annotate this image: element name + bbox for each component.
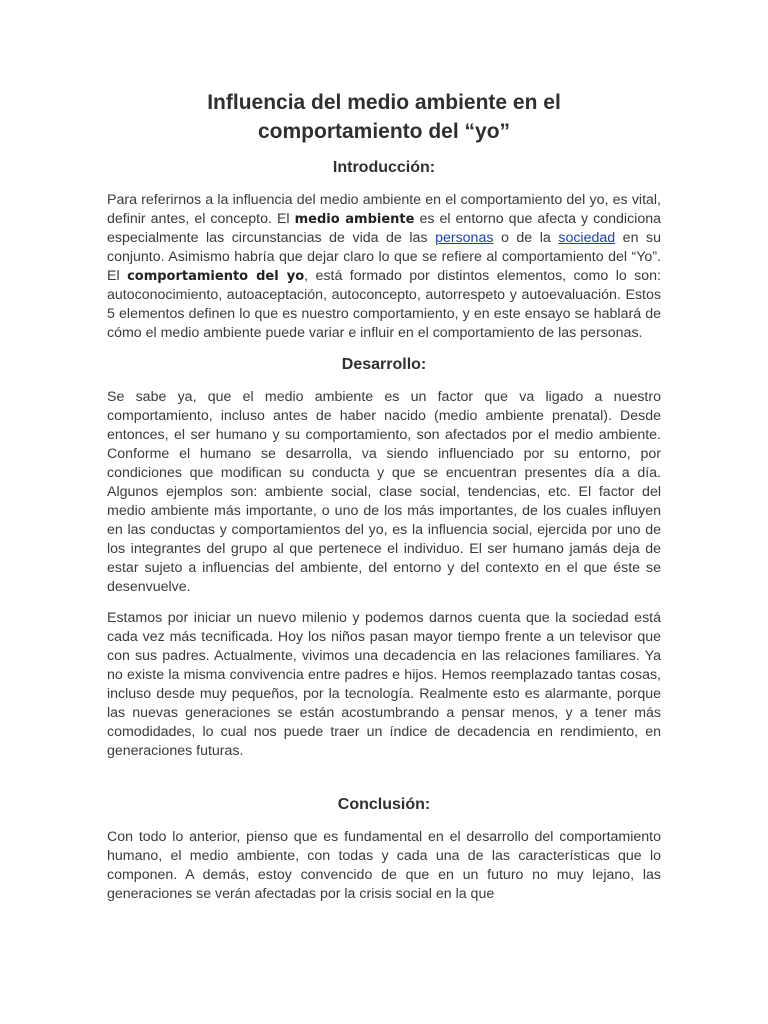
conclusion-heading: Conclusión: <box>337 796 431 813</box>
intro-text-c: o de la <box>493 230 559 246</box>
document-title <box>107 88 661 146</box>
document-page <box>107 88 661 916</box>
desarrollo-heading: Desarrollo: <box>341 356 427 373</box>
conclusion-paragraph: Con todo lo anterior, pienso que es fundamental en el desarrollo del comportamiento humano, el medio ambiente, con todas y cada una de las características que lo componen. A demás, estoy convencido de que en un futuro no muy lejano, las generaciones se verán afectadas por la crisis social en la que <box>107 829 661 902</box>
desarrollo-paragraph-1: Se sabe ya, que el medio ambiente es un factor que va ligado a nuestro comportamiento, incluso antes de haber nacido (medio ambiente prenatal). Desde entonces, el ser humano y su comportamiento, son afectados por el medio ambiente. Conforme el humano se desarrolla, va siendo influenciado por su entorno, por condiciones que modifican su conducta y que se encuentran presentes día a día. Algunos ejemplos son: ambiente social, clase social, tendencias, etc. El factor del medio ambiente más importante, o uno de los más importantes, de los cuales influyen en las conductas y comportamientos del yo, es la influencia social, ejercida por uno de los integrantes del grupo al que pertenece el individuo. El ser humano jamás deja de estar sujeto a influencias del ambiente, del entorno y del contexto en el que éste se desenvuelve. <box>107 389 661 595</box>
intro-text-d: en su conjunto. Asimismo habría que dejar claro lo que se refiere al comportamiento del “Yo”. El <box>107 230 661 284</box>
intro-bold-medio-ambiente: medio ambiente <box>294 212 415 227</box>
introduccion-heading: Introducción: <box>332 159 436 176</box>
desarrollo-paragraph-2: Estamos por iniciar un nuevo milenio y podemos darnos cuenta que la sociedad está cada vez más tecnificada. Hoy los niños pasan mayor tiempo frente a un televisor que con sus padres. Actualmente, vivimos una decadencia en las relaciones familiares. Ya no existe la misma convivencia entre padres e hijos. Hemos reemplazado tantas cosas, incluso desde muy pequeños, por la tecnología. Realmente esto es alarmante, porque las nuevas generaciones se están acostumbrando a pensar menos, y a tener más comodidades, lo cual nos puede traer un índice de decadencia en rendimiento, en generaciones futuras. <box>107 610 661 759</box>
section-spacer <box>107 773 661 795</box>
link-personas[interactable]: personas <box>435 230 494 246</box>
introduccion-paragraph <box>107 191 661 343</box>
intro-text-b: es el entorno que afecta y condiciona especialmente las circunstancias de vida de las <box>107 211 662 246</box>
intro-text-a: Para referirnos a la influencia del medio ambiente en el comportamiento del yo, es vital, definir antes, el concepto. El <box>107 192 661 227</box>
intro-text-e: , está formado por distintos elementos, como lo son: autoconocimiento, autoaceptación, autoconcepto, autorrespeto y autoevaluación. Estos 5 elementos definen lo que es nuestro comportamiento, y en este ensayo se hablará de cómo el medio ambiente puede variar e influir en el comportamiento de las personas. <box>107 268 661 341</box>
title-line-1: Influencia del medio ambiente en el <box>207 91 561 114</box>
link-sociedad[interactable]: sociedad <box>558 230 616 246</box>
title-line-2: comportamiento del “yo” <box>257 120 511 143</box>
intro-bold-comportamiento: comportamiento del yo <box>127 269 305 284</box>
